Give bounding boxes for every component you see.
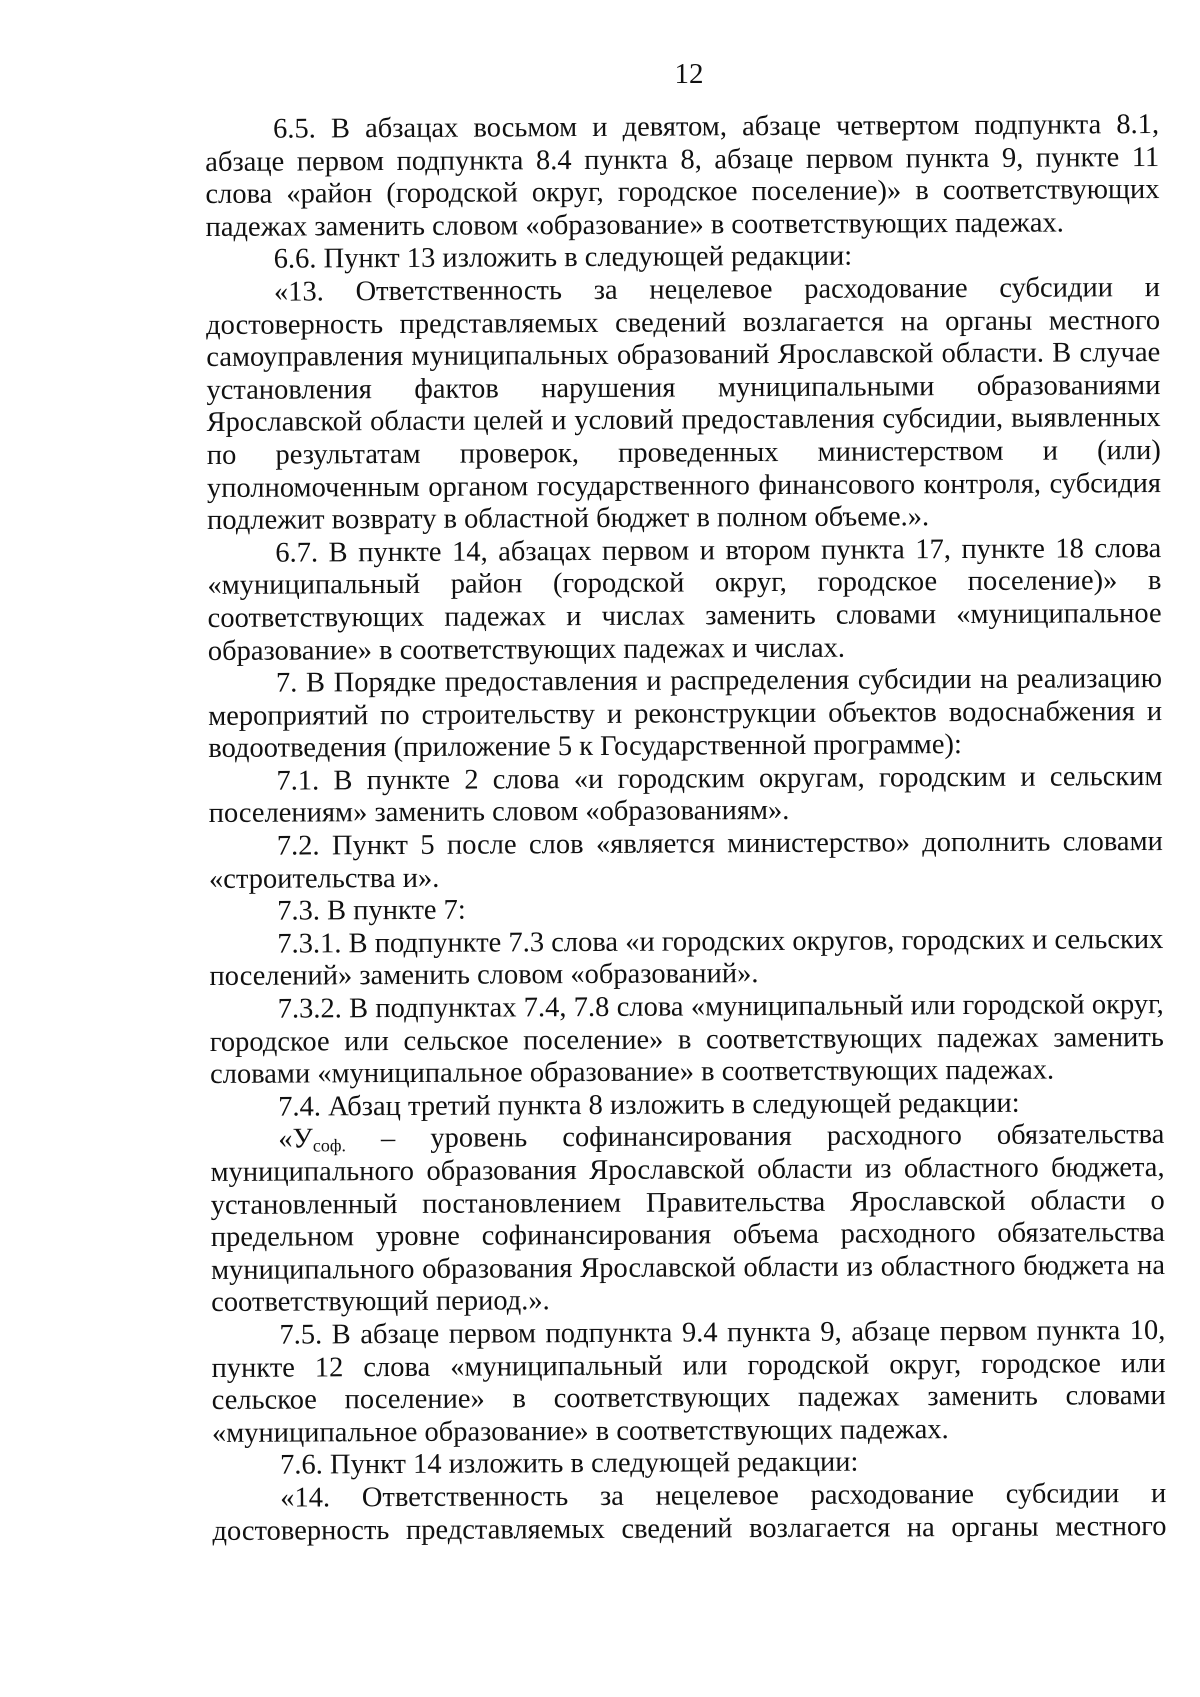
ysof-symbol: «У <box>278 1123 313 1156</box>
page-number: 12 <box>674 58 704 90</box>
paragraph-7-3: 7.3. В пункте 7: <box>277 894 466 927</box>
paragraph-7-3-1: 7.3.1. В подпункте 7.3 слова «и городских округов, городских и сельских поселений» заменить словом «образований». <box>209 923 1164 993</box>
paragraph-6-7: 6.7. В пункте 14, абзацах первом и втором пункта 17, пункте 18 слова «муниципальный район (городской округ, городское поселение)» в соответствующих падежах и числах заменить словами «муниципальное образование» в соответствующих падежах и числах. <box>207 532 1162 667</box>
ysof-definition-text: – уровень софинансирования расходного обязательства муниципального образования Ярославской области из областного бюджета, установленный постановлением Правительства Ярославской области о предельном уровне софинансирования объема расходного обязательства муниципального образования Ярославской области из областного бюджета на соответствующий период.». <box>210 1119 1166 1319</box>
paragraph-7: 7. В Порядке предоставления и распределения субсидии на реализацию мероприятий по строительству и реконструкции объектов водоснабжения и водоотведения (приложение 5 к Государственной программе): <box>208 663 1163 765</box>
paragraph-6-6: 6.6. Пункт 13 изложить в следующей редакции: <box>273 240 853 276</box>
paragraph-item-14-text: «14. Ответственность за нецелевое расходование субсидии и достоверность представляемых сведений возлагается на органы местного <box>212 1477 1167 1547</box>
paragraph-ysof-definition <box>210 1119 1165 1320</box>
paragraph-7-4: 7.4. Абзац третий пункта 8 изложить в следующей редакции: <box>278 1087 1020 1123</box>
paragraph-7-1: 7.1. В пункте 2 слова «и городским округам, городским и сельским поселениям» заменить словом «образованиям». <box>208 760 1163 830</box>
ysof-subscript: соф. <box>312 1135 347 1156</box>
paragraph-7-5: 7.5. В абзаце первом подпункта 9.4 пункта 9, абзаце первом пункта 10, пункте 12 слова «муниципальный или городской округ, городское или сельское поселение» в соответствующих падежах заменить словами «муниципальное образование» в соответствующих падежах. <box>211 1314 1166 1449</box>
paragraph-6-5: 6.5. В абзацах восьмом и девятом, абзаце четвертом подпункта 8.1, абзаце первом подпункта 8.4 пункта 8, абзаце первом пункта 9, пункте 11 слова «район (городской округ, городское поселение)» в соответствующих падежах заменить словом «образование» в соответствующих падежах. <box>205 109 1160 243</box>
paragraph-7-3-2: 7.3.2. В подпунктах 7.4, 7.8 слова «муниципальный или городской округ, городское или сельское поселение» в соответствующих падежах заменить словами «муниципальное образование» в соответствующих падежах. <box>209 989 1164 1091</box>
paragraph-7-2: 7.2. Пункт 5 после слов «является министерство» дополнить словами «строительства и». <box>208 826 1163 895</box>
paragraph-7-6: 7.6. Пункт 14 изложить в следующей редакции: <box>279 1446 859 1481</box>
document-body <box>205 109 1166 1548</box>
paragraph-item-13-text: «13. Ответственность за нецелевое расходование субсидии и достоверность представляемых сведений возлагается на органы местного самоуправления муниципальных образований Ярославской области. В случае установления фактов нарушения муниципальными образованиями Ярославской области целей и условий предоставления субсидии, выявленных по результатам проверок, проведенных министерством и (или) уполномоченным органом государственного финансового контроля, субсидия подлежит возврату в областной бюджет в полном объеме.». <box>206 271 1162 537</box>
